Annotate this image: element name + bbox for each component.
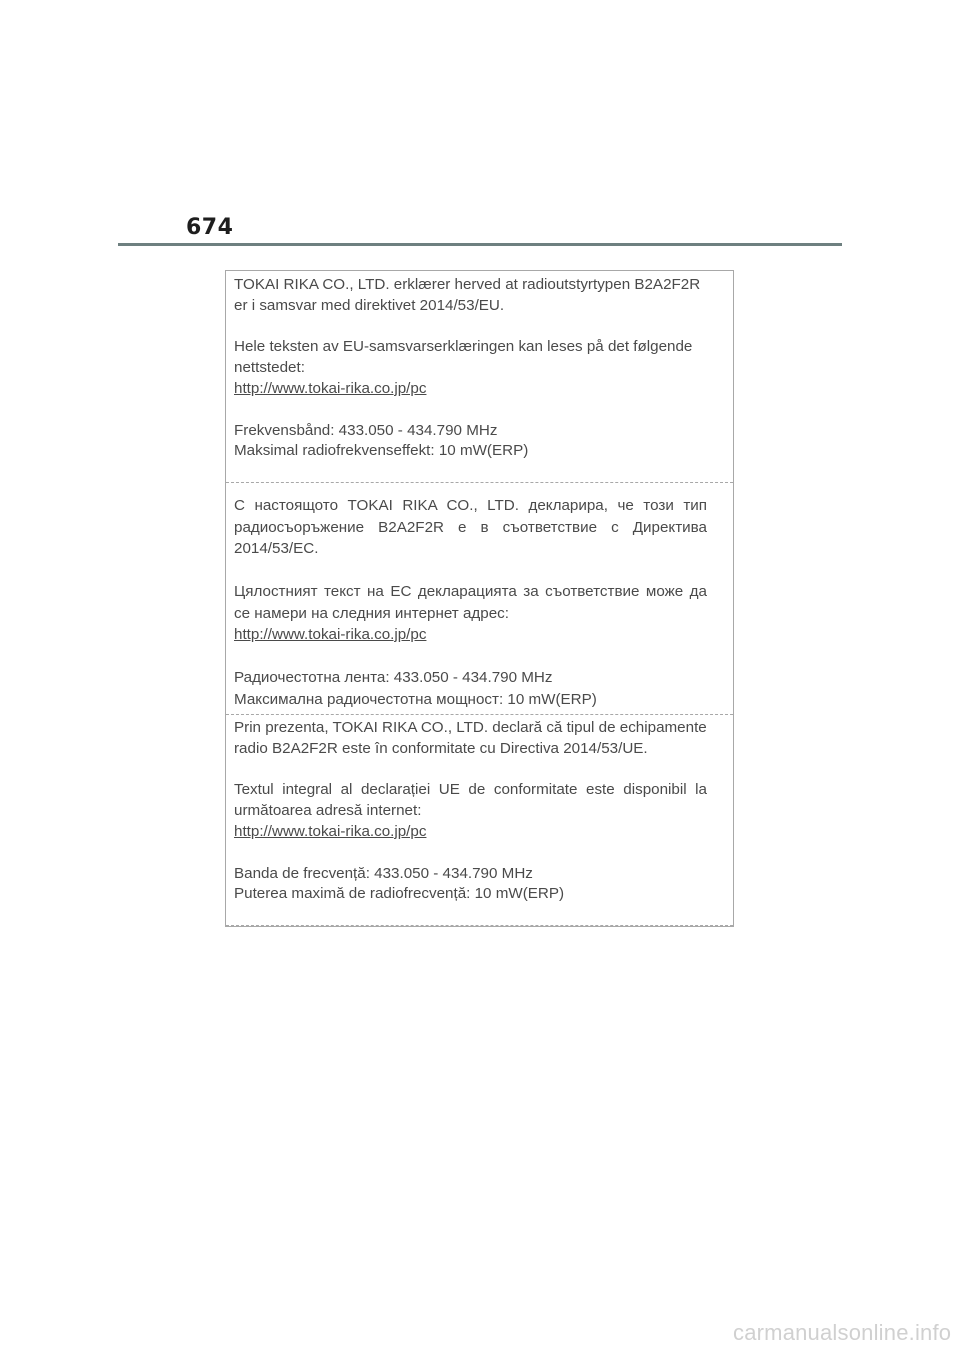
declaration-text: TOKAI RIKA CO., LTD. erklærer herved at radioutstyrtypen B2A2F2R er i samsvar med direktivet 2014/53/EU. [234,276,701,314]
frequency-band: Радиочестотна лента: 433.050 - 434.790 MHz [234,669,553,686]
max-power: Puterea maximă de radiofrecvență: 10 mW(ERP) [234,885,565,903]
declaration-link[interactable]: http://www.tokai-rika.co.jp/pc [234,626,427,643]
full-text-notice: Hele teksten av EU-samsvarserklæringen kan leses på det følgende nettstedet: [234,338,693,377]
section-romanian [226,715,733,926]
watermark: carmanualsonline.info [733,1320,952,1345]
declaration-box [225,270,734,927]
frequency-band: Frekvensbånd: 433.050 - 434.790 MHz [234,421,498,439]
section-bulgarian [226,483,733,715]
full-text-notice: Textul integral al declarației UE de conformitate este disponibil la următoarea adresă internet: [234,781,707,820]
header-rule [118,243,842,246]
declaration-text: С настоящото TOKAI RIKA CO., LTD. декларира, че този тип радиосъоръжение B2A2F2R е в съответствие с Директива 2014/53/ЕС. [234,497,707,557]
declaration-link[interactable]: http://www.tokai-rika.co.jp/pc [234,379,427,397]
section-norwegian [226,271,733,483]
page-number: 674 [186,215,234,240]
max-power: Maksimal radiofrekvenseffekt: 10 mW(ERP) [234,442,529,460]
full-text-notice: Цялостният текст на ЕС декларацията за съответствие може да се намери на следния интернет адрес: [234,583,707,622]
max-power: Максимална радиочестотна мощност: 10 mW(ERP) [234,690,597,708]
frequency-band: Banda de frecvență: 433.050 - 434.790 MHz [234,864,533,882]
declaration-text: Prin prezenta, TOKAI RIKA CO., LTD. declară că tipul de echipamente radio B2A2F2R este în conformitate cu Directiva 2014/53/UE. [234,719,707,757]
declaration-link[interactable]: http://www.tokai-rika.co.jp/pc [234,822,427,840]
